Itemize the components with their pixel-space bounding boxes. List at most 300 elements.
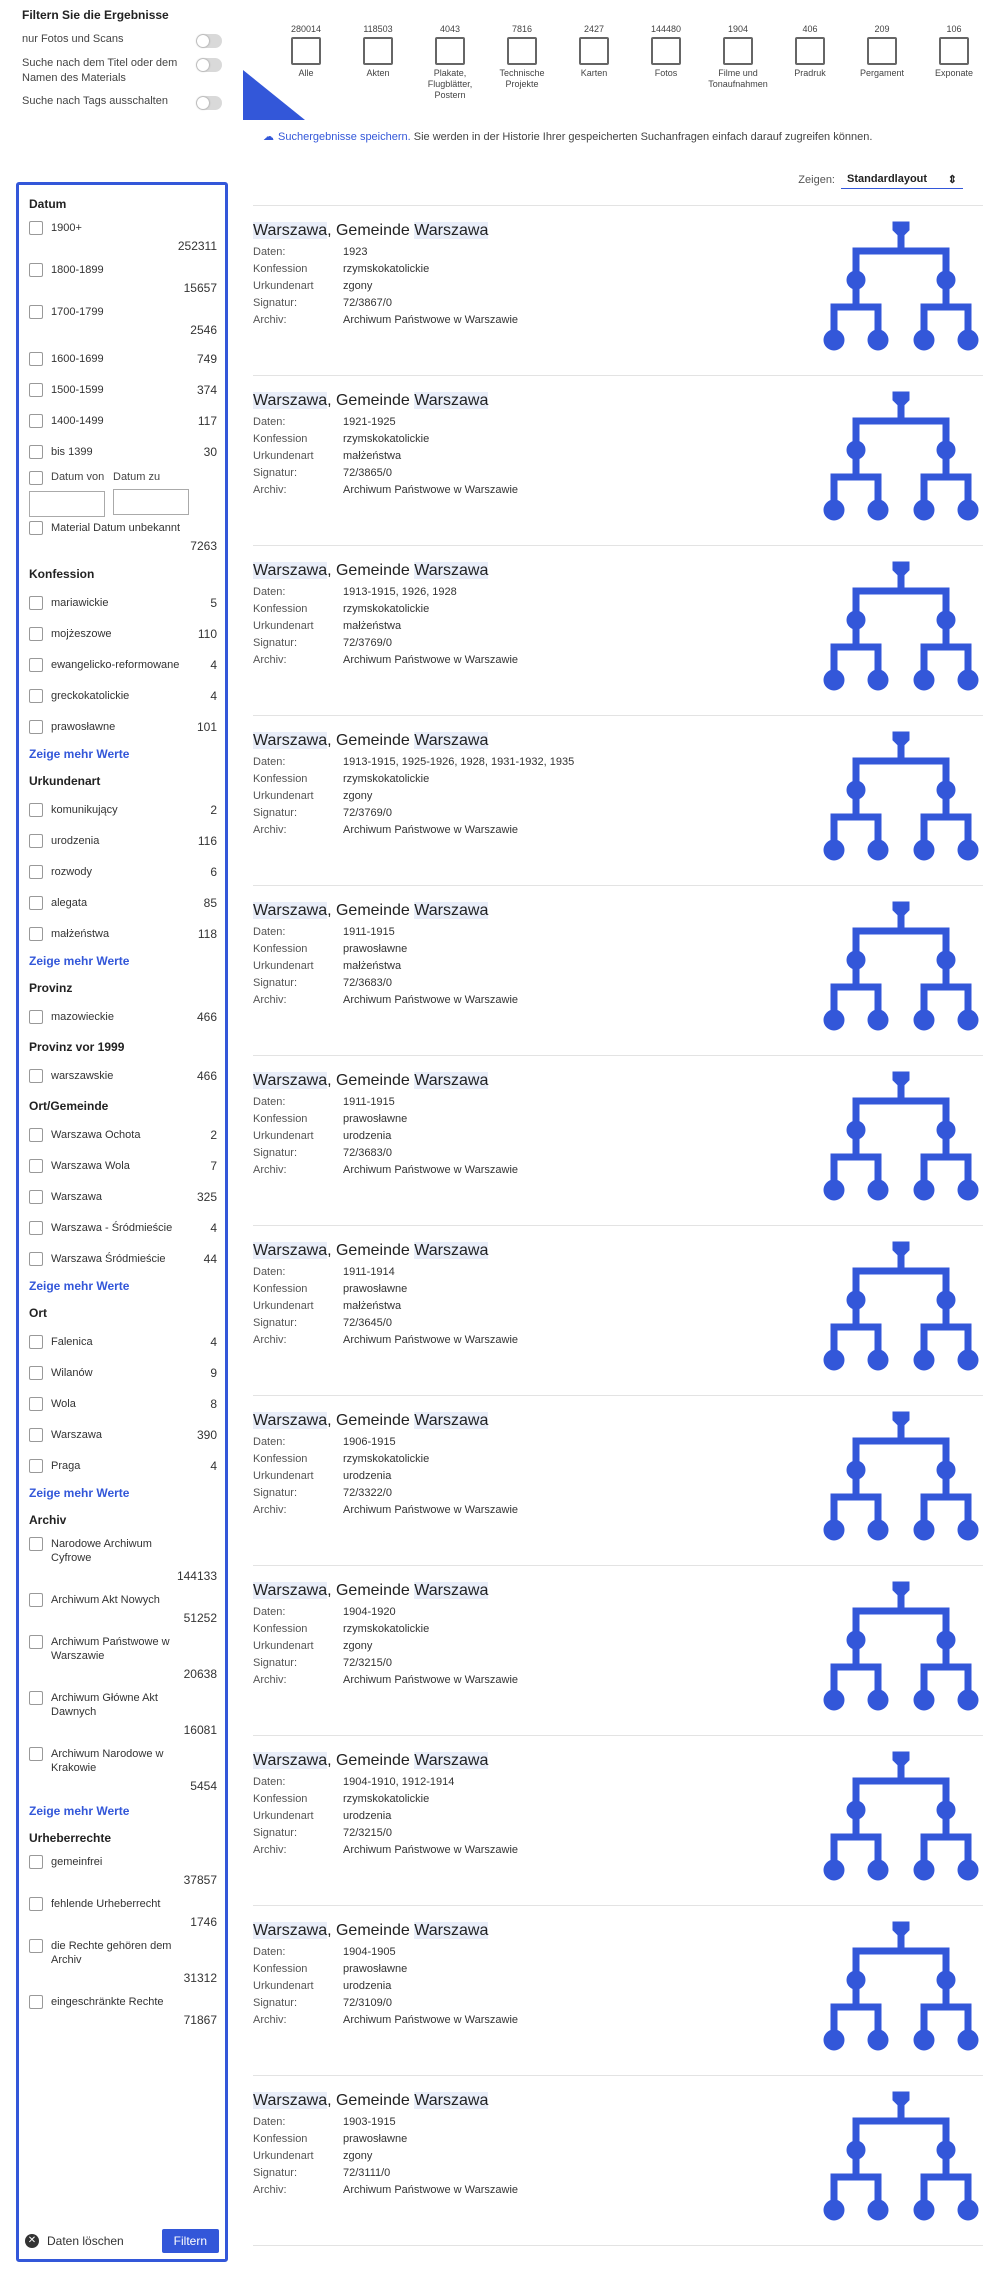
- save-search-link[interactable]: Suchergebnisse speichern.: [278, 131, 411, 143]
- filter-option-count: 6: [210, 864, 217, 879]
- clear-button[interactable]: [25, 2234, 124, 2248]
- checkbox[interactable]: [29, 1010, 43, 1024]
- checkbox[interactable]: [29, 596, 43, 610]
- checkbox[interactable]: [29, 1939, 43, 1953]
- filter-option-left: [29, 1855, 217, 1869]
- filter-option-left: [29, 263, 217, 277]
- type-filter[interactable]: [271, 24, 341, 79]
- checkbox[interactable]: [29, 1635, 43, 1649]
- filter-option-left: [29, 803, 118, 817]
- checkbox[interactable]: [29, 896, 43, 910]
- filter-option-count: 390: [196, 1427, 217, 1442]
- filter-option[interactable]: [29, 1589, 217, 1631]
- checkbox[interactable]: [29, 263, 43, 277]
- filter-option-count: 7263: [190, 539, 217, 553]
- filter-option-count: 2546: [190, 323, 217, 337]
- toggle-switch[interactable]: [196, 58, 222, 72]
- filter-option-left: [29, 1428, 102, 1442]
- checkbox[interactable]: [29, 305, 43, 319]
- filter-option-label: komunikujący: [51, 803, 118, 816]
- checkbox[interactable]: [29, 445, 43, 459]
- filter-option-count: 2: [210, 802, 217, 817]
- meta-value: urodzenia: [343, 1810, 392, 1822]
- filter-option-count: 20638: [183, 1667, 217, 1681]
- filter-option-label: eingeschränkte Rechte: [51, 1996, 164, 2008]
- title-highlight: Warszawa: [414, 562, 489, 579]
- meta-value: 72/3867/0: [343, 297, 392, 309]
- main-content: [243, 0, 983, 2196]
- checkbox[interactable]: [29, 627, 43, 641]
- show-more-link[interactable]: Zeige mehr Werte: [29, 747, 130, 761]
- checkbox[interactable]: [29, 1897, 43, 1911]
- filter-option-count: 4: [210, 1458, 217, 1473]
- meta-key: Urkundenart: [253, 1640, 314, 1652]
- filter-section-title: Provinz: [29, 981, 73, 995]
- filter-option-label: Warszawa - Śródmieście: [51, 1221, 173, 1234]
- date-to-input[interactable]: [113, 489, 189, 515]
- meta-value: 1911-1914: [343, 1266, 395, 1278]
- filter-option[interactable]: [29, 217, 217, 259]
- meta-key: Signatur:: [253, 977, 298, 989]
- meta-value: Archiwum Państwowe w Warszawie: [343, 1164, 519, 1176]
- filter-option-label: 1600-1699: [51, 352, 104, 365]
- filter-option[interactable]: [29, 1419, 217, 1450]
- filter-option-left: [29, 658, 179, 672]
- filter-option-label: 1900+: [51, 222, 82, 234]
- toggle-row: [16, 90, 228, 114]
- type-label: Fotos: [654, 68, 678, 78]
- filter-option[interactable]: [29, 1001, 217, 1032]
- meta-value: Archiwum Państwowe w Warszawie: [343, 2014, 519, 2026]
- family-tree-icon: [821, 1580, 981, 1720]
- filter-option[interactable]: [29, 1991, 217, 2033]
- checkbox[interactable]: [29, 1128, 43, 1142]
- meta-value: 72/3769/0: [343, 807, 392, 819]
- type-filter[interactable]: [343, 24, 413, 79]
- filter-option[interactable]: [29, 343, 217, 374]
- filter-section-title: Ort/Gemeinde: [29, 1099, 109, 1113]
- meta-value: zgony: [343, 2150, 373, 2162]
- filter-option-count: 749: [196, 351, 217, 366]
- filter-option-count: 144133: [176, 1569, 217, 1583]
- filter-option[interactable]: [29, 1687, 217, 1743]
- toggle-label: Suche nach dem Titel oder dem Namen des Materials: [22, 57, 178, 84]
- checkbox[interactable]: [29, 1190, 43, 1204]
- checkbox[interactable]: [29, 658, 43, 672]
- filter-option-count: 4: [210, 1334, 217, 1349]
- checkbox[interactable]: [29, 803, 43, 817]
- title-highlight: Warszawa: [253, 1582, 328, 1599]
- result-card[interactable]: [253, 1396, 983, 1566]
- checkbox[interactable]: [29, 1252, 43, 1266]
- filter-option[interactable]: [29, 825, 217, 856]
- meta-value: Archiwum Państwowe w Warszawie: [343, 314, 519, 326]
- checkbox[interactable]: [29, 471, 43, 485]
- meta-value: 1911-1915: [343, 1096, 395, 1108]
- meta-key: Signatur:: [253, 1657, 298, 1669]
- title-middle: , Gemeinde: [327, 1922, 415, 1939]
- title-highlight: Warszawa: [253, 222, 328, 239]
- filter-section-title: Urheberrechte: [29, 1831, 112, 1845]
- result-card[interactable]: [253, 2076, 983, 2246]
- meta-key: Urkundenart: [253, 1810, 314, 1822]
- meta-value: 72/3215/0: [343, 1657, 392, 1669]
- checkbox[interactable]: [29, 689, 43, 703]
- show-more-link[interactable]: Zeige mehr Werte: [29, 1486, 130, 1500]
- checkbox[interactable]: [29, 1691, 43, 1705]
- filter-option[interactable]: [29, 1631, 217, 1687]
- show-more-link[interactable]: Zeige mehr Werte: [29, 954, 130, 968]
- date-from-label-row: [29, 471, 105, 485]
- meta-value: zgony: [343, 790, 373, 802]
- meta-value: urodzenia: [343, 1980, 392, 1992]
- filter-option[interactable]: [29, 1743, 217, 1799]
- title-highlight: Warszawa: [253, 902, 328, 919]
- meta-value: 72/3683/0: [343, 1147, 392, 1159]
- layout-value: Standardlayout: [847, 173, 928, 185]
- date-from-input[interactable]: [29, 491, 105, 517]
- result-card[interactable]: [253, 1736, 983, 1906]
- meta-value: prawosławne: [343, 1283, 408, 1295]
- filter-option[interactable]: [29, 374, 217, 405]
- layout-select[interactable]: [841, 171, 963, 189]
- meta-key: Konfession: [253, 1623, 308, 1635]
- filter-option[interactable]: [29, 1326, 217, 1357]
- type-bar: [243, 0, 983, 130]
- title-highlight: Warszawa: [414, 222, 489, 239]
- filter-option[interactable]: [29, 1243, 217, 1274]
- title-middle: , Gemeinde: [327, 1072, 415, 1089]
- filter-option-left: [29, 865, 92, 879]
- meta-key: Archiv:: [253, 1844, 287, 1856]
- filter-option[interactable]: [29, 1935, 217, 1991]
- result-card[interactable]: [253, 716, 983, 886]
- checkbox[interactable]: [29, 383, 43, 397]
- checkbox[interactable]: [29, 1159, 43, 1173]
- type-filter[interactable]: [559, 24, 629, 79]
- filter-option[interactable]: [29, 436, 217, 467]
- meta-key: Konfession: [253, 1113, 308, 1125]
- filter-actions: [25, 2229, 219, 2253]
- meta-value: 1904-1910, 1912-1914: [343, 1776, 455, 1788]
- meta-value: Archiwum Państwowe w Warszawie: [343, 484, 519, 496]
- title-middle: , Gemeinde: [327, 392, 415, 409]
- meta-value: prawosławne: [343, 943, 408, 955]
- filter-option-label: mojżeszowe: [51, 627, 112, 640]
- filter-option-label: rozwody: [51, 865, 92, 878]
- meta-key: Daten:: [253, 1436, 286, 1448]
- binders-icon: [363, 37, 393, 65]
- checkbox[interactable]: [29, 1747, 43, 1761]
- type-filter[interactable]: [631, 24, 701, 79]
- filter-option-left: [29, 414, 104, 428]
- filter-option-label: ewangelicko-reformowane: [51, 658, 180, 671]
- column-icon: [939, 37, 969, 65]
- filter-option[interactable]: [29, 649, 217, 680]
- meta-key: Konfession: [253, 773, 308, 785]
- meta-key: Urkundenart: [253, 620, 314, 632]
- meta-key: Signatur:: [253, 1147, 298, 1159]
- filter-option-count: 15657: [183, 281, 217, 295]
- checkbox[interactable]: [29, 1593, 43, 1607]
- meta-value: Archiwum Państwowe w Warszawie: [343, 1334, 519, 1346]
- checkbox[interactable]: [29, 352, 43, 366]
- result-card[interactable]: [253, 886, 983, 1056]
- filter-option[interactable]: [29, 1851, 217, 1893]
- toggle-switch[interactable]: [196, 96, 222, 110]
- filter-option-left: [29, 1128, 140, 1142]
- filter-option[interactable]: [29, 1450, 217, 1481]
- filter-option-count: 9: [210, 1365, 217, 1380]
- filter-option[interactable]: [29, 259, 217, 301]
- filter-option-count: 2: [210, 1127, 217, 1142]
- filter-option-label: 1800-1899: [51, 264, 104, 276]
- toggle-list: [16, 28, 228, 114]
- type-count: 7816: [511, 24, 533, 34]
- filter-option-label: małżeństwa: [51, 927, 110, 940]
- meta-key: Urkundenart: [253, 1980, 314, 1992]
- type-filter[interactable]: [703, 24, 773, 90]
- type-label: Filme und Tonaufnahmen: [708, 68, 768, 89]
- family-tree-icon: [821, 1750, 981, 1890]
- type-filter[interactable]: [847, 24, 917, 79]
- filter-option[interactable]: [29, 1388, 217, 1419]
- filter-option[interactable]: [29, 794, 217, 825]
- filter-option-count: 325: [196, 1189, 217, 1204]
- checkbox[interactable]: [29, 1995, 43, 2009]
- filter-option-left: [29, 445, 93, 459]
- filter-option-label: bis 1399: [51, 445, 93, 458]
- filter-option-left: [29, 1366, 93, 1380]
- checkbox[interactable]: [29, 221, 43, 235]
- meta-key: Daten:: [253, 246, 286, 258]
- result-card[interactable]: [253, 1056, 983, 1226]
- result-card[interactable]: [253, 206, 983, 376]
- filter-option-count: 4: [210, 688, 217, 703]
- filter-option[interactable]: [29, 1357, 217, 1388]
- filter-option-label: Archiwum Państwowe w Warszawie: [51, 1636, 170, 1662]
- meta-value: 72/3215/0: [343, 1827, 392, 1839]
- result-card[interactable]: [253, 1566, 983, 1736]
- filter-option[interactable]: [29, 918, 217, 949]
- filter-section-title: Ort: [29, 1306, 47, 1320]
- filter-option-count: 30: [203, 444, 217, 459]
- filter-option-label: Wilanów: [51, 1366, 93, 1379]
- title-middle: , Gemeinde: [327, 2092, 415, 2109]
- filter-option-left: [29, 1593, 217, 1607]
- meta-value: 1913-1915, 1925-1926, 1928, 1931-1932, 1935: [343, 756, 575, 768]
- filter-option[interactable]: [29, 517, 217, 559]
- meta-value: Archiwum Państwowe w Warszawie: [343, 1844, 519, 1856]
- filter-option-label: greckokatolickie: [51, 689, 130, 702]
- filter-option-left: [29, 1635, 217, 1663]
- filter-option[interactable]: [29, 711, 217, 742]
- filter-section-title: Provinz vor 1999: [29, 1040, 125, 1054]
- filter-option-left: [29, 689, 129, 703]
- meta-value: 72/3645/0: [343, 1317, 392, 1329]
- checkbox[interactable]: [29, 1335, 43, 1349]
- filter-option[interactable]: [29, 1212, 217, 1243]
- meta-key: Daten:: [253, 586, 286, 598]
- meta-key: Daten:: [253, 1946, 286, 1958]
- result-card[interactable]: [253, 546, 983, 716]
- filter-option-left: [29, 1537, 217, 1565]
- filter-section-title: Konfession: [29, 567, 95, 581]
- title-middle: , Gemeinde: [327, 222, 415, 239]
- filter-option-left: [29, 1397, 76, 1411]
- filter-option[interactable]: [29, 887, 217, 918]
- meta-key: Archiv:: [253, 2014, 287, 2026]
- checkbox[interactable]: [29, 1428, 43, 1442]
- meta-key: Signatur:: [253, 637, 298, 649]
- checkbox[interactable]: [29, 1459, 43, 1473]
- filter-option-label: Archiwum Główne Akt Dawnych: [51, 1692, 158, 1718]
- title-highlight: Warszawa: [253, 1412, 328, 1429]
- filter-option-left: [29, 1995, 217, 2009]
- filter-option-label: Warszawa: [51, 1428, 102, 1441]
- filter-option-left: [29, 521, 217, 535]
- filter-option-left: [29, 1747, 217, 1775]
- type-filter[interactable]: [415, 24, 485, 101]
- type-filter[interactable]: [775, 24, 845, 79]
- checkbox[interactable]: [29, 1537, 43, 1551]
- family-tree-icon: [821, 560, 981, 700]
- meta-value: 72/3111/0: [343, 2167, 391, 2179]
- filter-option-left: [29, 834, 99, 848]
- toggle-switch[interactable]: [196, 34, 222, 48]
- toggle-label: Suche nach Tags ausschalten: [22, 95, 168, 107]
- filter-option-left: [29, 1939, 217, 1967]
- filter-option-count: 51252: [183, 1611, 217, 1625]
- checkbox[interactable]: [29, 1855, 43, 1869]
- filter-option-left: [29, 720, 115, 734]
- filter-option-left: [29, 896, 87, 910]
- meta-value: zgony: [343, 1640, 373, 1652]
- filter-option-count: 31312: [183, 1971, 217, 1985]
- filter-option[interactable]: [29, 1060, 217, 1091]
- filter-option[interactable]: [29, 1893, 217, 1935]
- filter-option[interactable]: [29, 1533, 217, 1589]
- meta-value: 72/3865/0: [343, 467, 392, 479]
- checkbox[interactable]: [29, 1221, 43, 1235]
- filter-option-label: Material Datum unbekannt: [51, 522, 181, 534]
- filter-option[interactable]: [29, 680, 217, 711]
- show-more-link[interactable]: Zeige mehr Werte: [29, 1804, 130, 1818]
- cloud-upload-icon: ☁: [263, 131, 274, 143]
- filter-option[interactable]: [29, 1119, 217, 1150]
- meta-value: 72/3683/0: [343, 977, 392, 989]
- filter-option-count: 8: [210, 1396, 217, 1411]
- meta-value: Archiwum Państwowe w Warszawie: [343, 1504, 519, 1516]
- result-card[interactable]: [253, 1906, 983, 2076]
- checkbox[interactable]: [29, 414, 43, 428]
- filter-option[interactable]: [29, 618, 217, 649]
- filter-section-title: Archiv: [29, 1513, 67, 1527]
- meta-value: prawosławne: [343, 1963, 408, 1975]
- filter-option-left: [29, 1010, 114, 1024]
- meta-value: 72/3322/0: [343, 1487, 392, 1499]
- filter-option-count: 5454: [190, 1779, 217, 1793]
- filter-option[interactable]: [29, 856, 217, 887]
- title-middle: , Gemeinde: [327, 902, 415, 919]
- filter-option-left: [29, 627, 112, 641]
- meta-value: rzymskokatolickie: [343, 1793, 430, 1805]
- meta-value: Archiwum Państwowe w Warszawie: [343, 824, 519, 836]
- meta-value: rzymskokatolickie: [343, 773, 430, 785]
- print-icon: [795, 37, 825, 65]
- filter-option[interactable]: [29, 1150, 217, 1181]
- meta-key: Archiv:: [253, 1504, 287, 1516]
- filter-option-left: [29, 383, 104, 397]
- meta-key: Archiv:: [253, 1334, 287, 1346]
- meta-value: małżeństwa: [343, 620, 402, 632]
- meta-key: Daten:: [253, 1096, 286, 1108]
- filter-sidebar: [16, 0, 228, 2248]
- checkbox[interactable]: [29, 1397, 43, 1411]
- checkbox[interactable]: [29, 865, 43, 879]
- family-tree-icon: [821, 1240, 981, 1380]
- type-filter[interactable]: [487, 24, 557, 90]
- checkbox[interactable]: [29, 720, 43, 734]
- filter-option-count: 116: [197, 833, 217, 848]
- meta-key: Konfession: [253, 943, 308, 955]
- title-highlight: Warszawa: [253, 1752, 328, 1769]
- filter-option-left: [29, 1190, 102, 1204]
- title-highlight: Warszawa: [414, 902, 489, 919]
- meta-key: Urkundenart: [253, 1130, 314, 1142]
- meta-key: Konfession: [253, 603, 308, 615]
- meta-key: Konfession: [253, 1793, 308, 1805]
- title-highlight: Warszawa: [414, 2092, 489, 2109]
- filter-option-label: Warszawa: [51, 1190, 102, 1203]
- title-highlight: Warszawa: [253, 2092, 328, 2109]
- checkbox[interactable]: [29, 927, 43, 941]
- type-filter[interactable]: [919, 24, 989, 79]
- checkbox[interactable]: [29, 1069, 43, 1083]
- meta-value: Archiwum Państwowe w Warszawie: [343, 654, 519, 666]
- archive-box-icon: [291, 37, 321, 65]
- result-card[interactable]: [253, 1226, 983, 1396]
- meta-key: Archiv:: [253, 484, 287, 496]
- sort-arrows-icon: ⇕: [947, 174, 957, 186]
- filter-option[interactable]: [29, 587, 217, 618]
- filter-button[interactable]: Filtern: [162, 2229, 219, 2253]
- filter-option[interactable]: [29, 301, 217, 343]
- meta-key: Konfession: [253, 1963, 308, 1975]
- checkbox[interactable]: [29, 1366, 43, 1380]
- filter-option-label: die Rechte gehören dem Archiv: [51, 1940, 172, 1966]
- title-highlight: Warszawa: [253, 1922, 328, 1939]
- show-more-link[interactable]: Zeige mehr Werte: [29, 1279, 130, 1293]
- filter-option[interactable]: [29, 1181, 217, 1212]
- filter-option-left: [29, 221, 217, 235]
- filter-option-label: Wola: [51, 1397, 76, 1410]
- result-card[interactable]: [253, 376, 983, 546]
- filter-option[interactable]: [29, 405, 217, 436]
- filter-option-left: [29, 1897, 217, 1911]
- meta-value: Archiwum Państwowe w Warszawie: [343, 1674, 519, 1686]
- meta-key: Daten:: [253, 926, 286, 938]
- meta-key: Konfession: [253, 2133, 308, 2145]
- filter-option-count: 466: [196, 1068, 217, 1083]
- layout-selector: [798, 171, 963, 189]
- title-highlight: Warszawa: [253, 1072, 328, 1089]
- checkbox[interactable]: [29, 834, 43, 848]
- date-from-label: Datum von: [51, 471, 105, 483]
- checkbox[interactable]: [29, 521, 43, 535]
- date-from-col: [29, 471, 105, 517]
- meta-value: 72/3769/0: [343, 637, 392, 649]
